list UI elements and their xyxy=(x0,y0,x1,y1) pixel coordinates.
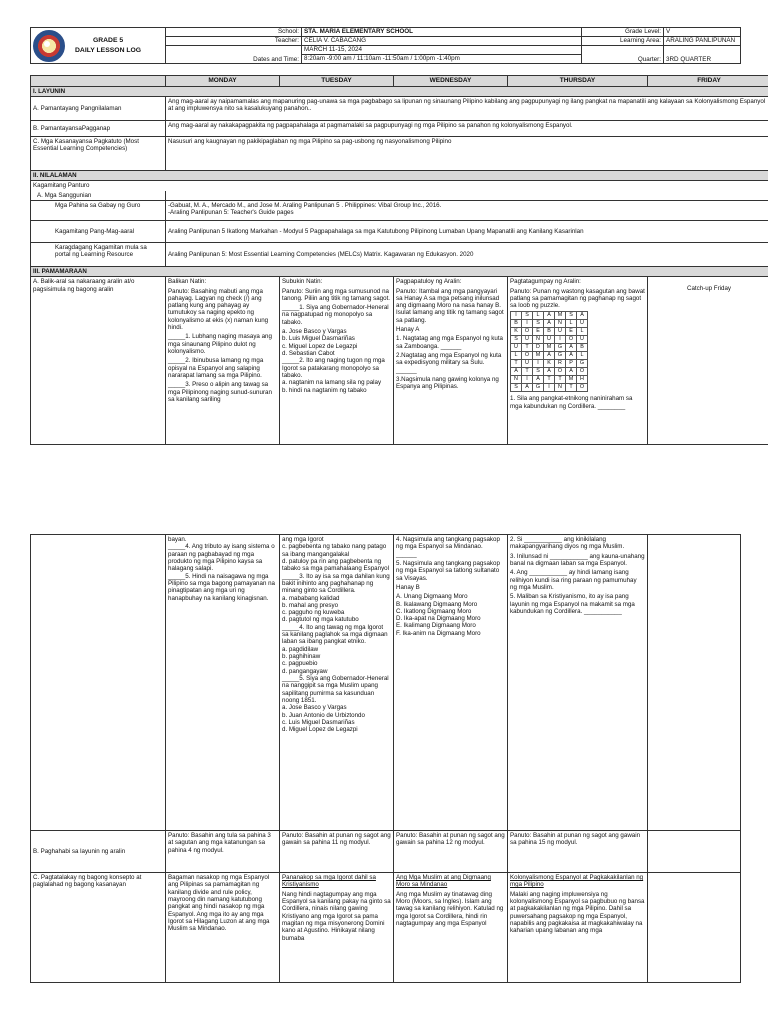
word-puzzle-grid xyxy=(510,311,588,392)
puzzle-cell: A xyxy=(522,384,533,392)
mon-a-line: Panuto: Basahing mabuti ang mga pahayag. Lagyan ng check (/) ang patlang kung ang pahayag ay tumutukoy sa naging epekto ng kolonyalismo at ekis (x) naman kung hindi. xyxy=(168,287,269,332)
wednesday-balik-aral xyxy=(394,277,508,445)
tue-a2-line: c. Luis Miguel Dasmariñas xyxy=(282,718,355,726)
section-nilalaman: II. NILALAMAN xyxy=(31,170,768,180)
puzzle-cell: U xyxy=(522,336,533,344)
section-layunin: I. LAYUNIN xyxy=(31,86,768,96)
quarter-value: 3RD QUARTER xyxy=(664,46,741,64)
tue-a-line: a. nagtanim na lamang sila ng palay xyxy=(282,379,382,387)
thu-a2-line: 5. Maliban sa Kristiyanismo, ito ay isa pang layunin ng mga Espanyol na makamit sa mga kabundukan ng Cordillera. ___________ xyxy=(510,593,635,615)
wed-a2-line: C. Ikatlong Digmaang Moro xyxy=(396,607,472,615)
tue-a-line: _____2. Ito ang naging tugon ng mga Igorot sa patakarang monopolyo sa tabako. xyxy=(282,357,385,379)
tuesday-pagtatalakay xyxy=(280,873,394,983)
tue-a-line: a. Jose Basco y Vargas xyxy=(282,328,347,336)
puzzle-cell: L xyxy=(511,352,522,360)
puzzle-cell: O xyxy=(577,368,588,376)
wed-a2-line: 4. Nagsimula ang tangkang pagsakop ng mga Espanyol sa Mindanao. ______ xyxy=(396,536,500,558)
puzzle-cell: S xyxy=(566,312,577,320)
tue-a-line: Subukin Natin: xyxy=(282,278,323,286)
puzzle-cell: U xyxy=(555,328,566,336)
tue-a2-line: _____5. Siya ang Gobernador-Heneral na nanggipit sa mga Muslim upang sapilitang pumirma sa kasunduan noong 1851. xyxy=(282,674,389,704)
mon-a-line: _____3. Preso o alipin ang tawag sa mga Pilipinong naging sunud-sunuran sa kanilang sariling xyxy=(168,381,272,403)
puzzle-cell: S xyxy=(511,384,522,392)
tue-a2-line: a. Jose Basco y Vargas xyxy=(282,704,347,712)
time-value: 8:20am -9:00 am / 11:10am -11:50am / 1:00pm -1:40pm xyxy=(302,55,582,64)
monday-pagtatalakay: Bagaman nasakop ng mga Espanyol ang Pilipinas sa pamamagitan ng kanilang divide and rule policy, mayroong din namang katutubong pangkat ang hindi nasakop ng mga Espanyol. Ang mga ito ay ang mga Igorot sa Hilagang Luzon at ang mga Muslim sa Mindanao. xyxy=(166,873,280,983)
wed-a2-line: A. Unang Digmaang Moro xyxy=(396,593,468,601)
grade-title: GRADE 5 xyxy=(92,36,124,44)
label-gabay-ng-guro: Mga Pahina sa Gabay ng Guro xyxy=(31,200,166,220)
tue-c-title: Pananakop sa mga Igorot dahil sa Kristiyanismo xyxy=(282,874,376,889)
tue-c-text: Nang hindi nagtagumpay ang mga Espanyol sa kanilang pakay na ginto sa Cordillera, ninais nilang gawing Kristiyano ang mga Igorot sa pama magitan ng mga misyonerong Domini kano at Agustino. Hinikayat nilang bumaba xyxy=(282,890,391,942)
puzzle-cell: I xyxy=(522,376,533,384)
mon-a-line: _____2. Ibinubusa lamang ng mga opisyal na Espanyol ang salaping nararapat lamang sa mga Pilipino. xyxy=(168,357,264,379)
puzzle-cell: R xyxy=(555,360,566,368)
puzzle-cell: T xyxy=(544,376,555,384)
puzzle-cell: U xyxy=(522,360,533,368)
kagamitang-panturo: Kagamitang Panturo xyxy=(31,181,768,191)
tue-a2-line: d. patuloy pa rin ang pagbebenta ng tabako sa mga pamahalaang Espanyol xyxy=(282,557,389,573)
puzzle-cell: I xyxy=(511,312,522,320)
thursday-pagtatalakay xyxy=(508,873,648,983)
wed-c-text: Ang mga Muslim ay tinatawag ding Moro (Moors, sa Ingles). Islam ang tawag sa kanilang relihiyon. Katulad ng mga Igorot sa Cordillera, hindi rin nagtagumpay ang mga Espanyol xyxy=(396,890,504,927)
puzzle-cell: G xyxy=(577,360,588,368)
puzzle-cell: T xyxy=(511,360,522,368)
tue-a-line: c. Miguel Lopez de Legazpi xyxy=(282,342,358,350)
days-blank-cell xyxy=(31,76,166,87)
thursday-balik-aral-cont xyxy=(508,535,648,831)
mon-a-line: _____1. Lubhang naging masaya ang mga sinaunang Pilipino dulot ng kolonyalismo. xyxy=(168,333,272,356)
puzzle-cell: S xyxy=(511,336,522,344)
thursday-paghahabi: Panuto: Basahin at punan ng sagot ang gawain sa pahina 15 ng modyul. xyxy=(508,831,648,873)
text-pamantayang-pangnilalaman: Ang mag-aaral ay naipamamalas ang mapanuring pag-unawa sa mga pagbabago sa lipunan ng sinaunang Pilipino kabilang ang pagpupunyagi ng ilang pangkat na mapanatili ang kalayaan sa Kolonyalismong Espanyol at ang impluwensya nito sa kasalukuyang panahon.. xyxy=(166,96,768,120)
puzzle-cell: N xyxy=(533,336,544,344)
lesson-table-page-1 xyxy=(30,75,768,445)
tue-a-line: b. hindi na nagtanim ng tabako xyxy=(282,386,367,394)
monday-paghahabi: Panuto: Basahin ang tula sa pahina 3 at sagutan ang mga katanungan sa pahina 4 ng modyul. xyxy=(166,831,280,873)
puzzle-cell: S xyxy=(533,368,544,376)
puzzle-cell: I xyxy=(555,336,566,344)
tue-a2-line: b. mahal ang presyo xyxy=(282,601,339,609)
tue-a2-line: _____4. Ito ang tawag ng mga Igorot sa kanilang paglahok sa mga digmaan laban sa ibang pangkat etniko. xyxy=(282,623,388,646)
puzzle-cell: E xyxy=(566,328,577,336)
puzzle-cell: I xyxy=(533,360,544,368)
tue-a2-line: c. pagguho ng kuweba xyxy=(282,609,345,617)
day-tuesday: TUESDAY xyxy=(280,76,394,87)
mon-a2-line: bayan. xyxy=(168,536,187,543)
puzzle-cell: L xyxy=(533,312,544,320)
puzzle-cell: O xyxy=(522,328,533,336)
thu-a-line: Pagtatagumpay ng Aralin: xyxy=(510,278,581,286)
puzzle-cell: B xyxy=(511,320,522,328)
wed-a2-line: E. Ikalimang Digmaang Moro xyxy=(396,622,476,630)
wed-a2-line: Hanay B xyxy=(396,583,420,591)
label-mga-sanggunian: A. Mga Sanggunian xyxy=(31,191,166,201)
puzzle-cell: I xyxy=(544,384,555,392)
wednesday-paghahabi: Panuto: Basahin at punan ng sagot ang gawain sa pahina 12 ng modyul. xyxy=(394,831,508,873)
tuesday-balik-aral-cont xyxy=(280,535,394,831)
thursday-balik-aral xyxy=(508,277,648,445)
text-karagdagang-kagamitan: Araling Panlipunan 5: Most Essential Learning Competencies (MELCs) Matrix. Kagawaran ng Edukasyon. 2020 xyxy=(166,242,768,266)
puzzle-cell: O xyxy=(566,336,577,344)
puzzle-cell: T xyxy=(522,344,533,352)
tuesday-paghahabi: Panuto: Basahin at punan ng sagot ang gawain sa pahina 11 ng modyul. xyxy=(280,831,394,873)
puzzle-cell: A xyxy=(566,352,577,360)
guro-line-2: -Araling Panlipunan 5: Teacher's Guide pages xyxy=(168,209,294,217)
wed-a2-line: B. Ikalawang Digmaang Moro xyxy=(396,600,478,608)
thu-a2-line: 3. Inilunsad ni ___________ ang kauna-unahang banal na digmaan laban sa mga Espanyol. xyxy=(510,552,645,567)
label-kagamitang-pang-mag-aaral: Kagamitang Pang-Mag-aaral xyxy=(31,220,166,242)
tue-a-line: Panuto: Suriin ang mga sumusunod na tanong. Piliin ang titik ng tamang sagot. xyxy=(282,287,391,302)
wed-c-title: Ang Mga Muslim at ang Digmaang Moro sa Mindanao xyxy=(396,874,491,889)
text-kasanayan-sa-pagkatuto: Nasusuri ang kaugnayan ng pakikipaglaban ng mga Pilipino sa pag-usbong ng nasyonalismong Pilipino xyxy=(166,136,768,170)
thu-c-title: Kolonyalismong Espanyol at Pagkakakilanlan ng mga Pilipino xyxy=(510,874,644,889)
text-gabay-ng-guro xyxy=(166,200,768,220)
grade-level-value: V xyxy=(664,28,741,37)
thu-a2-line: 4. Ang ___________ ay hindi lamang isang relihiyon kundi isa ring paraan ng pamumuhay ng mga Muslim. xyxy=(510,569,637,591)
tue-a2-line: d. pangangayaw xyxy=(282,667,328,675)
label-pamantayan-sa-pagganap: B. PamantayansaPagganap xyxy=(31,120,166,136)
teacher-value: CELIA V. CABACANG xyxy=(302,37,582,46)
friday-paghahabi-blank xyxy=(648,831,741,873)
label-kasanayan-sa-pagkatuto: C. Mga Kasanayansa Pagkatuto (Most Essential Learning Competencies) xyxy=(31,136,166,170)
quarter-label: Quarter: xyxy=(582,46,664,64)
puzzle-cell: K xyxy=(511,328,522,336)
wed-a-line: 3.Nagsimula nang gawing kolonya ng Espanya ang Pilipinas. xyxy=(396,375,499,391)
wed-a-line: 2.Nagtatag ang mga Espanyol ng kuta sa expedisyong military sa Sulu. ______ xyxy=(396,352,502,374)
puzzle-cell: U xyxy=(577,336,588,344)
puzzle-cell: A xyxy=(544,320,555,328)
puzzle-cell: G xyxy=(533,384,544,392)
area-label: Learning Area: xyxy=(582,37,664,46)
thu-c-text: Malaki ang naging impluwensiya ng kolonyalismong Espanyol sa pagbubuo ng bansa at pagkakakilanlan ng mga Pilipino. Dahil sa puwersahang pagsakop ng mga Espanyol, napabilis ang pagkakaisa at magkakahiwalay na kaharian upang labanan ang mga xyxy=(510,890,645,935)
tue-a2-line: c. pagpuebio xyxy=(282,660,318,668)
puzzle-cell: S xyxy=(522,312,533,320)
header-table xyxy=(30,27,741,64)
label-pamantayang-pangnilalaman: A. Pamantayang Pangnilalaman xyxy=(31,96,166,120)
puzzle-cell: A xyxy=(544,312,555,320)
puzzle-cell: N xyxy=(555,320,566,328)
puzzle-cell: M xyxy=(533,352,544,360)
puzzle-cell: A xyxy=(544,352,555,360)
school-label: School: xyxy=(166,28,302,37)
school-value: STA. MARIA ELEMENTARY SCHOOL xyxy=(302,28,582,37)
tue-a2-line: d. Miguel Lopez de Legazpi xyxy=(282,726,358,734)
sanggunian-blank xyxy=(166,191,768,201)
dates-label: Dates and Time: xyxy=(166,46,302,64)
section-pamamaraan: III. PAMAMARAAN xyxy=(31,266,768,276)
puzzle-cell: M xyxy=(555,312,566,320)
puzzle-cell: S xyxy=(533,320,544,328)
puzzle-cell: U xyxy=(544,336,555,344)
wed-a2-line: D. Ika-apat na Digmaang Moro xyxy=(396,615,481,623)
wednesday-pagtatalakay xyxy=(394,873,508,983)
puzzle-cell: A xyxy=(577,312,588,320)
puzzle-cell: A xyxy=(533,376,544,384)
label-paghahabi: B. Paghahabi sa layunin ng aralin xyxy=(31,831,166,873)
lesson-table-page-2 xyxy=(30,534,741,983)
puzzle-cell: A xyxy=(511,368,522,376)
tue-a2-line: c. pagbebenta ng tabako nang patago sa ibang mangangalakal xyxy=(282,543,387,558)
puzzle-cell: A xyxy=(544,368,555,376)
deped-seal-icon xyxy=(33,30,65,62)
tue-a2-line: a. pagdidilaw xyxy=(282,645,319,653)
tue-a2-line: b. paghihinaw xyxy=(282,653,321,660)
tue-a-line: b. Luis Miguel Dasmariñas xyxy=(282,335,355,343)
day-monday: MONDAY xyxy=(166,76,280,87)
monday-balik-aral-cont xyxy=(166,535,280,831)
puzzle-cell: D xyxy=(533,344,544,352)
tue-a-line: d. Sebastian Cabot xyxy=(282,350,335,358)
grade-level-label: Grade Level: xyxy=(582,28,664,37)
puzzle-cell: M xyxy=(566,376,577,384)
wed-a-line: Hanay A xyxy=(396,326,420,334)
date-value: MARCH 11-15, 2024 xyxy=(302,46,582,55)
wed-a-line: 1. Nagtatag ang mga Espanyol ng kuta sa Zamboanga. ______ xyxy=(396,335,503,350)
tue-a2-line: _____3. Ito ay isa sa mga dahilan kung bakit inihinto ang paghahanap ng minang ginto sa Cordillera. xyxy=(282,572,390,595)
day-wednesday: WEDNESDAY xyxy=(394,76,508,87)
puzzle-cell: I xyxy=(522,320,533,328)
header-logo-cell xyxy=(31,28,166,64)
wed-a-line: Pagpapatuloy ng Aralin: xyxy=(396,278,462,286)
wed-a-line: Panuto: Itambal ang mga pangyayari sa Hanay A sa mga petsang inilunsad ang digmaang Moro na nasa hanay B. Isulat lamang ang titik ng tamang sagot sa patlang. xyxy=(396,287,504,324)
puzzle-cell: O xyxy=(522,352,533,360)
thu-a-line: Panuto: Punan ng wastong kasagutan ang bawat patlang sa pamamagitan ng paghanap ng sagot sa loob ng puzzle. xyxy=(510,287,645,310)
day-friday: FRIDAY xyxy=(648,76,768,87)
puzzle-cell: O xyxy=(555,368,566,376)
puzzle-cell: N xyxy=(511,376,522,384)
puzzle-cell: O xyxy=(577,384,588,392)
wed-a2-line: 5. Nagsimula ang tangkang pagsakop ng mga Espanyol sa tatlong sultanato sa Visayas. xyxy=(396,559,500,582)
puzzle-cell: E xyxy=(533,328,544,336)
friday-cont-blank xyxy=(648,535,741,831)
mon-a2-line: _____4. Ang tributo ay isang sistema o paraan ng pagbabayad ng mga produkto ng mga Pilipino kaysa sa halagang salapi. xyxy=(168,543,275,573)
puzzle-cell: K xyxy=(544,360,555,368)
mon-a-line: Balikan Natin: xyxy=(168,278,207,286)
friday-catch-up: Catch-up Friday xyxy=(648,277,768,445)
tue-a2-line: a. mababang kalidad xyxy=(282,594,340,602)
wed-a2-line: F. Ika-anim na Digmaang Moro xyxy=(396,629,481,637)
monday-balik-aral xyxy=(166,277,280,445)
puzzle-cell: P xyxy=(566,360,577,368)
puzzle-cell: H xyxy=(577,376,588,384)
thu-a2-line: 2. Si ___________ ang kinikilalang makapangyarihang diyos ng mga Muslim. xyxy=(510,536,625,551)
mon-a2-line: _____5. Hindi na naisagawa ng mga Pilipino sa mga bagong pamayanan na pinagtipatan ang mga uri ng hanapbuhay na kanilang kinagisnan. xyxy=(168,572,275,602)
puzzle-cell: N xyxy=(555,384,566,392)
wednesday-balik-aral-cont xyxy=(394,535,508,831)
puzzle-cell: B xyxy=(577,344,588,352)
text-pamantayan-sa-pagganap: Ang mag-aaral ay nakakapagpakita ng pagpapahalaga at pagmamalaki sa pagpupunyagi ng mga Pilipino sa panahon ng kolonyalismong Espanyol. xyxy=(166,120,768,136)
day-thursday: THURSDAY xyxy=(508,76,648,87)
puzzle-cell: T xyxy=(555,376,566,384)
tue-a2-line: ang mga Igorot xyxy=(282,536,324,543)
label-balik-aral: A. Balik-aral sa nakaraang aralin at/o pagsisimula ng bagong aralin xyxy=(31,277,166,445)
puzzle-cell: U xyxy=(511,344,522,352)
puzzle-cell: M xyxy=(544,344,555,352)
text-kagamitang-pang-mag-aaral: Araling Panlipunan 5 Ikatlong Markahan - Modyul 5 Pagpapahalaga sa mga Katutubong Pilipinong Lumaban Upang Mapanatili ang Kanilang Kasarinlan xyxy=(166,220,768,242)
puzzle-cell: A xyxy=(566,344,577,352)
puzzle-cell: L xyxy=(577,328,588,336)
teacher-label: Teacher: xyxy=(166,37,302,46)
log-title: DAILY LESSON LOG xyxy=(75,46,142,54)
puzzle-cell: L xyxy=(566,320,577,328)
tuesday-balik-aral xyxy=(280,277,394,445)
puzzle-cell: A xyxy=(566,368,577,376)
puzzle-cell: G xyxy=(555,344,566,352)
puzzle-cell: T xyxy=(566,384,577,392)
label-karagdagang-kagamitan: Karagdagang Kagamitan mula sa portal ng Learning Resource xyxy=(31,242,166,266)
thu-a-line: 1. Sila ang pangkat-etnikong naniniraham sa mga kabundukan ng Cordillera. ________ xyxy=(510,395,633,410)
puzzle-cell: L xyxy=(577,352,588,360)
puzzle-cell: B xyxy=(544,328,555,336)
friday-pagtatalakay-blank xyxy=(648,873,741,983)
area-value: ARALING PANLIPUNAN xyxy=(664,37,741,46)
continued-label-blank xyxy=(31,535,166,831)
puzzle-cell: G xyxy=(555,352,566,360)
tue-a-line: _____1. Siya ang Gobernador-Heneral na nagpatupad ng monopolyo sa tabako. xyxy=(282,304,389,326)
guro-line-1: -Gabuat, M. A., Mercado M., and Jose M. Araling Panlipunan 5 . Philippines: Vibal Group Inc., 2016. xyxy=(168,201,442,209)
puzzle-cell: U xyxy=(577,320,588,328)
label-pagtatalakay: C. Pagtatalakay ng bagong konsepto at paglalahad ng bagong kasanayan xyxy=(31,873,166,983)
puzzle-cell: T xyxy=(522,368,533,376)
tue-a2-line: b. Juan Antonio de Urbiztondo xyxy=(282,711,365,719)
tue-a2-line: d. pagtutol ng mga katutubo xyxy=(282,616,359,624)
